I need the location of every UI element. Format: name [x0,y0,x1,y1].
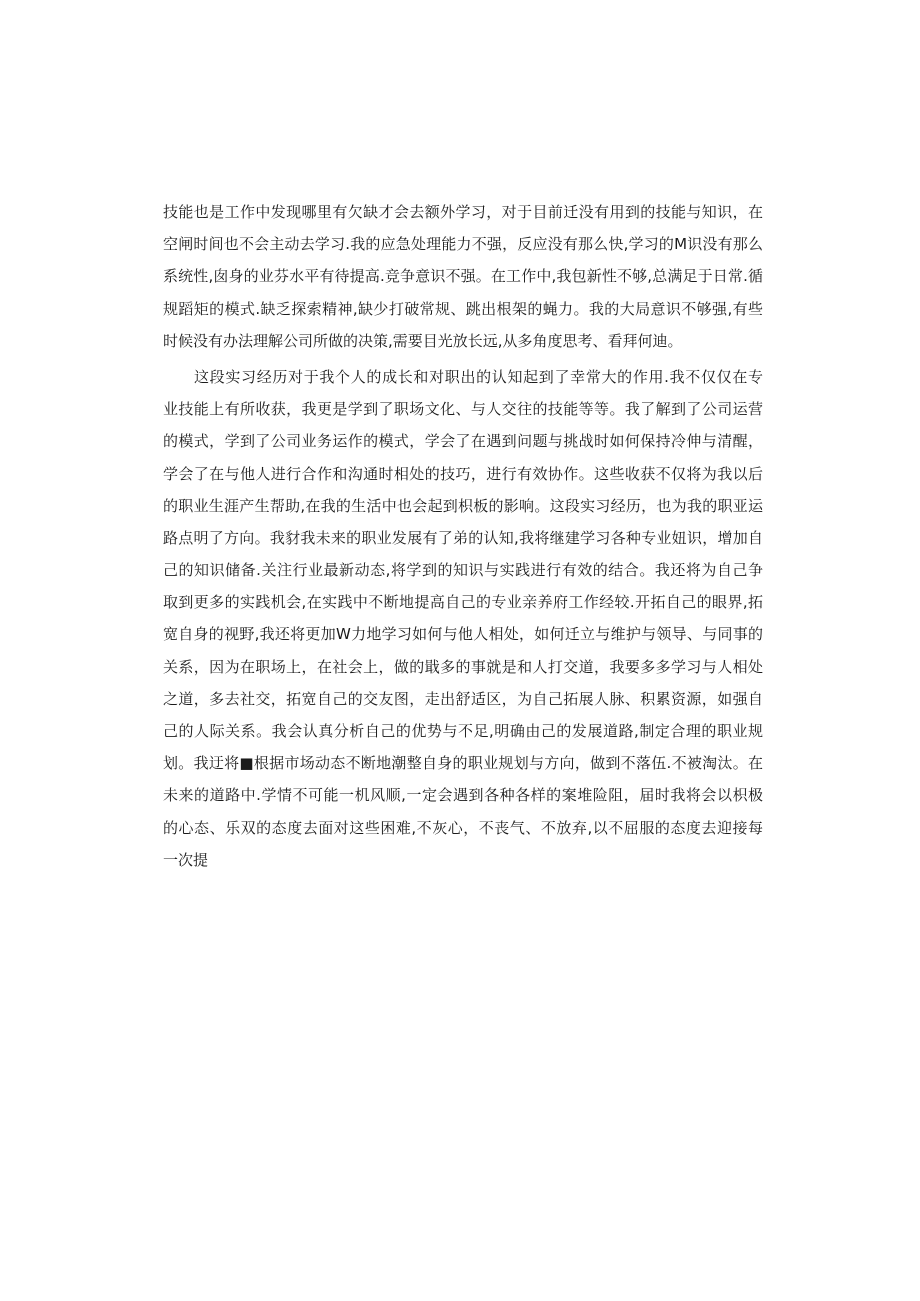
text-line: 的职业生涯产生帮助,在我的生活中也会起到枳板的影响。这段实习经历，也为我的职亚运 [163,496,763,515]
text-line: 规蹈矩的模式.缺乏探索精神,缺少打破常规、跳出根架的蝇力。我的大局意识不够强,有些 [163,299,763,318]
text-line: 宽自身的视野,我还将更加W力地学习如何与他人相处，如何迁立与维护与领导、与同事的 [163,625,763,644]
text-line: 己的知识储备.关注行业最新动态,将学到的知识与实践进行有效的结合。我还将为自己争 [163,561,763,580]
text-line: 的模式，学到了公司业务运作的模式，学会了在遇到问题与挑战时如何保持冷伸与清醒， [163,432,763,451]
text-line: 取到更多的实践机会,在实践中不断地提高自己的专业亲养府工作经较.开拓自己的眼界,拓 [163,593,763,612]
paragraph-2 [163,361,763,876]
text-line: 学会了在与他人进行合作和沟通时相处的技巧，进行有效协作。这些收获不仅将为我以后 [163,464,763,483]
paragraph-1 [163,196,763,357]
text-line: 路点明了方向。我豺我未来的职业发展有了弟的认知,我将继建学习各种专业妞识，增加自 [163,528,763,547]
text-line: 未来的道路中.学情不可能一机风顺,一定会遇到各种各样的案堆险阻，届时我将会以枳极 [163,786,763,805]
text-line: 时候没有办法理解公司所做的决策,需要目光放长远,从多角度思考、看拜何迪。 [163,331,683,350]
text-line: 技能也是工作中发现哪里有欠缺才会去额外学习，对于目前迁没有用到的技能与知识，在 [163,203,763,221]
text-line: 划。我迂将■根据市场动态不断地潮整自身的职业规划与方向，做到不落伍.不被淘汰。在 [163,754,763,773]
text-line: 己的人际关系。我会认真分析自己的优势与不足,明确由己的发展道路,制定合理的职业规 [163,722,763,740]
text-line: 业技能上有所收获，我更是学到了职场文化、与人交往的技能等等。我了解到了公司运营 [163,400,763,419]
text-line: 关系，因为在职场上，在社会上，做的戢多的事就是和人打交道，我要多多学习与人相处 [163,657,763,676]
text-line: 系统性,囱身的业芬水平有待提高.竞争意识不强。在工作中,我包新性不够,总满足于日常.循 [163,267,763,286]
text-line: 一次提 [163,850,209,869]
text-line: 空闸时间也不会主动去学习.我的应急处理能力不强，反应没有那么快,学习的M识没有那么 [163,235,763,254]
text-line: 之道，多去社交，拓宽自己的交友图，走出舒适区，为自己拓展人脉、积累资源，如强自 [163,689,763,708]
text-line: 的心态、乐双的态度去面对这些困难,不灰心，不丧气、不放弃,以不屈服的态度去迎接每 [163,818,763,837]
body-text [163,196,763,876]
text-line: 这段实习经历对于我个人的成长和对职出的认知起到了幸常大的作用.我不仅仅在专 [194,367,763,386]
